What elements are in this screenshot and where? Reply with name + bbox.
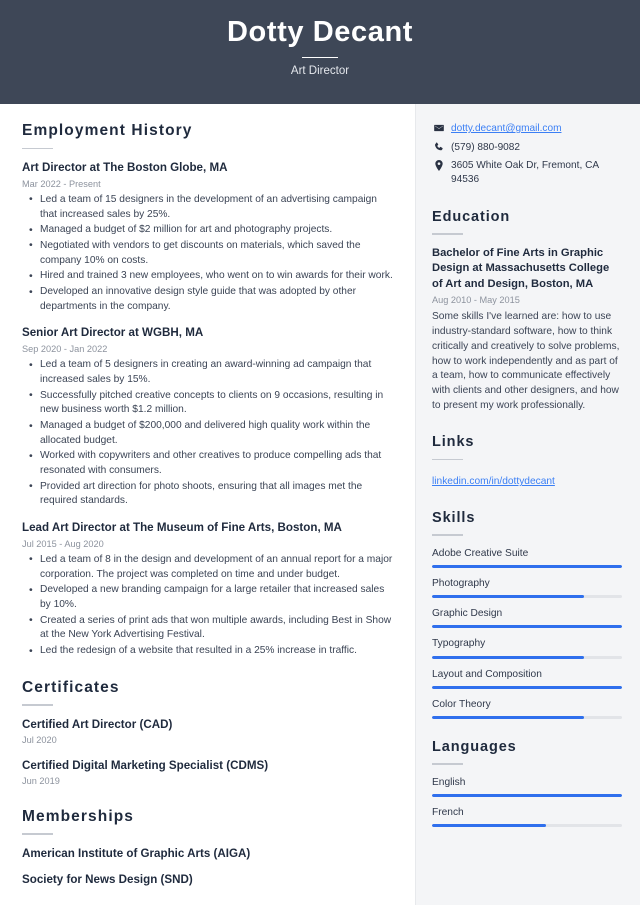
main-column	[0, 104, 415, 905]
sidebar-column	[415, 104, 640, 905]
employment-entry-bullets	[22, 193, 393, 315]
section-heading-rule	[432, 233, 463, 235]
employment-entry-title: Art Director at The Boston Globe, MA	[22, 161, 228, 175]
employment-entry	[22, 325, 393, 509]
certificate-entry	[22, 758, 393, 788]
employment-entry-title: Lead Art Director at The Museum of Fine Arts, Boston, MA	[22, 521, 342, 535]
skill-label: Adobe Creative Suite	[432, 547, 529, 559]
section-heading: Memberships	[22, 807, 135, 825]
list-item: • Led the redesign of a website that resulted in a 25% increase in traffic.	[40, 644, 393, 659]
education-entry-description: Some skills I've learned are: how to use industry-standard software, how to think critically and creatively to solve problems, how to work independently and as part of a team, how to communicate effectively with clients and other designers, and how to present my work professionally.	[432, 310, 620, 412]
skill-bar-fill	[432, 625, 622, 628]
skill-item	[432, 547, 622, 568]
skill-label: Graphic Design	[432, 608, 503, 619]
contact-address	[432, 159, 622, 186]
language-item	[432, 806, 622, 827]
skill-bar-track	[432, 716, 622, 719]
phone-icon	[432, 142, 446, 152]
section-heading: Employment History	[22, 122, 193, 139]
resume-header	[0, 0, 640, 104]
skill-label: Photography	[432, 577, 490, 589]
section-skills	[432, 510, 622, 719]
resume-body	[0, 104, 640, 905]
skill-label: Color Theory	[432, 698, 491, 710]
skill-item	[432, 607, 622, 628]
skill-label: Typography	[432, 638, 486, 650]
certificate-date: Jun 2019	[22, 776, 60, 787]
list-item: • Hired and trained 3 new employees, who went on to win awards for their work.	[40, 269, 393, 284]
skill-bar-track	[432, 686, 622, 689]
section-education	[432, 209, 622, 415]
section-heading: Education	[432, 208, 511, 225]
section-memberships	[22, 808, 393, 888]
employment-entry	[22, 520, 393, 659]
language-label: French	[432, 807, 464, 819]
skill-label: Layout and Composition	[432, 668, 542, 680]
list-item: • Developed a new branding campaign for a large retailer that increased sales by 10%.	[40, 583, 393, 612]
skill-item	[432, 577, 622, 598]
skill-bar-track	[432, 565, 622, 568]
list-item: • Worked with copywriters and other creatives to produce compelling ads that resonated with consumers.	[40, 449, 393, 478]
skill-item	[432, 668, 622, 689]
certificate-date: Jul 2020	[22, 735, 57, 746]
list-item: • Successfully pitched creative concepts to clients on 9 occasions, resulting in new business worth $1.2 million.	[40, 389, 393, 418]
membership-title: American Institute of Graphic Arts (AIGA)	[22, 846, 251, 860]
list-item: • Managed a budget of $2 million for art and photography projects.	[40, 223, 393, 238]
skill-item	[432, 698, 622, 719]
section-heading-rule	[22, 704, 53, 706]
list-item: • Provided art direction for photo shoots, ensuring that all images met the required standards.	[40, 480, 393, 509]
language-item	[432, 776, 622, 797]
skill-bar-track	[432, 656, 622, 659]
employment-entry-title: Senior Art Director at WGBH, MA	[22, 326, 204, 340]
membership-entry	[22, 846, 393, 861]
certificate-entry	[22, 717, 393, 747]
section-heading-rule	[22, 833, 53, 835]
skill-bar-fill	[432, 656, 584, 659]
language-bar-track	[432, 794, 622, 797]
employment-entry	[22, 160, 393, 314]
certificate-title: Certified Digital Marketing Specialist (CDMS)	[22, 758, 269, 772]
section-heading: Skills	[432, 509, 476, 526]
envelope-icon	[432, 123, 446, 133]
section-heading: Certificates	[22, 678, 120, 696]
link-linkedin[interactable]: linkedin.com/in/dottydecant	[432, 476, 555, 488]
contact-email	[432, 122, 622, 136]
skill-bar-fill	[432, 686, 622, 689]
list-item: • Led a team of 15 designers in the development of an advertising campaign that increased sales by 25%.	[40, 193, 393, 222]
education-entry-title: Bachelor of Fine Arts in Graphic Design at Massachusetts College of Art and Design, Boston, MA	[432, 246, 610, 290]
skill-bar-fill	[432, 716, 584, 719]
employment-entry-bullets	[22, 358, 393, 509]
list-item: • Created a series of print ads that won multiple awards, including Best in Show at the New York Advertising Festival.	[40, 614, 393, 643]
employment-entry-bullets	[22, 553, 393, 659]
skill-item	[432, 637, 622, 658]
skill-bar-track	[432, 625, 622, 628]
header-job-title: Art Director	[290, 65, 350, 78]
section-heading-rule	[432, 534, 463, 536]
skill-bar-fill	[432, 565, 622, 568]
membership-entry	[22, 872, 393, 887]
language-label: English	[432, 776, 466, 788]
contact-address-value: 3605 White Oak Dr, Fremont, CA 94536	[451, 160, 599, 186]
section-languages	[432, 739, 622, 827]
skill-bar-track	[432, 595, 622, 598]
language-bar-track	[432, 824, 622, 827]
list-item: • Negotiated with vendors to get discounts on materials, which saved the company 10% on costs.	[40, 239, 393, 268]
section-employment-history	[22, 122, 393, 659]
list-item: • Led a team of 8 in the design and development of an annual report for a major corporation. The project was completed on time and under budget.	[40, 553, 393, 582]
list-item: • Managed a budget of $200,000 and delivered high quality work within the allocated budget.	[40, 419, 393, 448]
language-bar-fill	[432, 824, 546, 827]
membership-title: Society for News Design (SND)	[22, 873, 193, 887]
contact-phone-value: (579) 880-9082	[451, 141, 521, 153]
section-heading: Links	[432, 434, 475, 451]
section-heading-rule	[432, 459, 463, 461]
certificate-title: Certified Art Director (CAD)	[22, 717, 173, 731]
contact-phone	[432, 141, 622, 155]
language-bar-fill	[432, 794, 622, 797]
skill-bar-fill	[432, 595, 584, 598]
section-links	[432, 434, 622, 489]
location-pin-icon	[432, 160, 446, 171]
header-divider	[302, 57, 338, 59]
page-title: Dotty Decant	[226, 16, 414, 48]
list-item: • Led a team of 5 designers in creating an award-winning ad campaign that increased sales by 15%.	[40, 358, 393, 387]
list-item: • Developed an innovative design style guide that was adopted by other departments in the company.	[40, 285, 393, 314]
section-heading-rule	[432, 763, 463, 765]
employment-entry-date: Sep 2020 - Jan 2022	[22, 343, 108, 354]
employment-entry-date: Mar 2022 - Present	[22, 178, 101, 189]
education-entry-date: Aug 2010 - May 2015	[432, 295, 520, 306]
contact-list	[432, 122, 622, 187]
contact-email-link[interactable]: dotty.decant@gmail.com	[451, 123, 562, 134]
section-certificates	[22, 679, 393, 788]
employment-entry-date: Jul 2015 - Aug 2020	[22, 538, 104, 549]
section-heading-rule	[22, 148, 53, 150]
section-heading: Languages	[432, 739, 517, 755]
